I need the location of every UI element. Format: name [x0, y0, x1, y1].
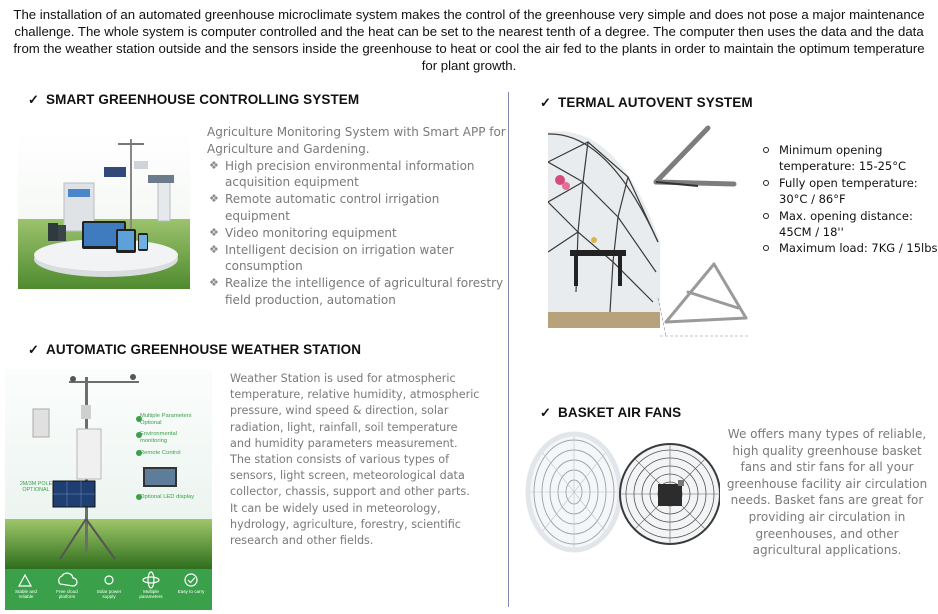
weather-station-heading: [28, 342, 361, 358]
basket-fans-illustration: [524, 430, 720, 556]
list-item: [207, 191, 507, 225]
smart-greenhouse-intro: Agriculture Monitoring System with Smart APP for Agriculture and Gardening.: [207, 125, 506, 156]
list-item: [207, 275, 507, 309]
checkmark-icon: ✓: [28, 92, 39, 107]
list-item: [207, 225, 507, 242]
list-item-text: Video monitoring equipment: [225, 225, 397, 240]
image-label-pole: 2M/3M POLE OPTIONAL: [19, 481, 53, 494]
smart-greenhouse-heading: [28, 92, 359, 108]
list-item-text: Maximum load: 7KG / 15lbs: [779, 241, 938, 256]
diamond-bullet-icon: ❖: [209, 276, 219, 290]
circle-bullet-icon: [763, 245, 769, 251]
list-item: [207, 158, 507, 192]
list-item-text: Fully open temperature: 30°C / 86°F: [779, 175, 918, 207]
image-label-multi: Multiple Parameters Optional: [140, 413, 192, 426]
list-item-text: Intelligent decision on irrigation water consumption: [225, 242, 454, 274]
fans-image: [524, 430, 720, 556]
list-item-text: Remote automatic control irrigation equipment: [225, 192, 440, 223]
diamond-bullet-icon: ❖: [209, 192, 219, 206]
footer-label: Solar power supply: [96, 589, 122, 599]
image-label-remote: Remote Control: [140, 450, 181, 456]
smart-greenhouse-title: SMART GREENHOUSE CONTROLLING SYSTEM: [46, 92, 360, 107]
fans-description: We offers many types of reliable, high quality greenhouse basket fans and stir fans for all your greenhouse facility air circulation needs. Basket fans are great for providing air circulation in greenhouses, and other agricultural applications.: [726, 427, 928, 558]
weather-station-title: AUTOMATIC GREENHOUSE WEATHER STATION: [46, 342, 362, 357]
weather-station-description: Weather Station is used for atmospheric temperature, relative humidity, atmospheric pressure, wind speed & direction, solar radiation, light, rainfall, soil temperature and humidity parameters measurement. The station consists of various types of sensors, light screen, meteorological data collector, chassis, support and other parts. It can be widely used in meteorology, hydrology, agriculture, forestry, scientific research and other fields.: [230, 372, 480, 548]
diamond-bullet-icon: ❖: [209, 225, 219, 239]
checkmark-icon: ✓: [540, 405, 551, 420]
diamond-bullet-icon: ❖: [209, 158, 219, 172]
footer-label: Free cloud platform: [56, 589, 78, 599]
list-item: [763, 175, 938, 208]
checkmark-icon: ✓: [540, 95, 551, 110]
weather-station-image: [5, 369, 212, 610]
column-divider: [508, 92, 509, 607]
smart-greenhouse-image: [18, 131, 190, 289]
smart-greenhouse-feature-list: [207, 158, 507, 309]
fans-title: BASKET AIR FANS: [558, 405, 682, 420]
smart-greenhouse-illustration: [18, 131, 190, 289]
list-item: [763, 240, 938, 256]
list-item: [763, 142, 938, 175]
list-item-text: High precision environmental information acquisition equipment: [225, 158, 475, 190]
footer-label: Easy to carry: [177, 589, 205, 594]
checkmark-icon: ✓: [28, 342, 39, 357]
fans-heading: [540, 405, 681, 421]
footer-label: Stable and reliable: [15, 589, 37, 599]
autovent-spec-list: [763, 142, 938, 257]
autovent-illustration: [548, 122, 756, 350]
circle-bullet-icon: [763, 180, 769, 186]
list-item-text: Realize the intelligence of agricultural forestry field production, automation: [225, 276, 504, 307]
autovent-image: [548, 122, 756, 350]
autovent-heading: [540, 95, 753, 111]
circle-bullet-icon: [763, 147, 769, 153]
footer-label: Multiple parameters: [139, 589, 163, 599]
list-item: [763, 208, 938, 241]
image-label-env: Environmental monitoring: [140, 431, 178, 444]
image-label-led: Optional LED display: [140, 494, 195, 500]
list-item-text: Max. opening distance: 45CM / 18'': [779, 208, 913, 240]
intro-paragraph: The installation of an automated greenhouse microclimate system makes the control of the greenhouse very simple and does not pose a major maintenance challenge. The whole system is computer controlled and the heat can be set to the nearest tenth of a degree. The computer then uses the data and the data from the weather station outside and the sensors inside the greenhouse to heat or cool the air fed to the plants in order to maintain the optimum temperature for plant growth.: [13, 7, 925, 73]
autovent-title: TERMAL AUTOVENT SYSTEM: [558, 95, 753, 110]
list-item: [207, 242, 507, 276]
smart-greenhouse-description: [207, 124, 507, 309]
list-item-text: Minimum opening temperature: 15-25°C: [779, 143, 907, 174]
circle-bullet-icon: [763, 213, 769, 219]
diamond-bullet-icon: ❖: [209, 242, 219, 256]
